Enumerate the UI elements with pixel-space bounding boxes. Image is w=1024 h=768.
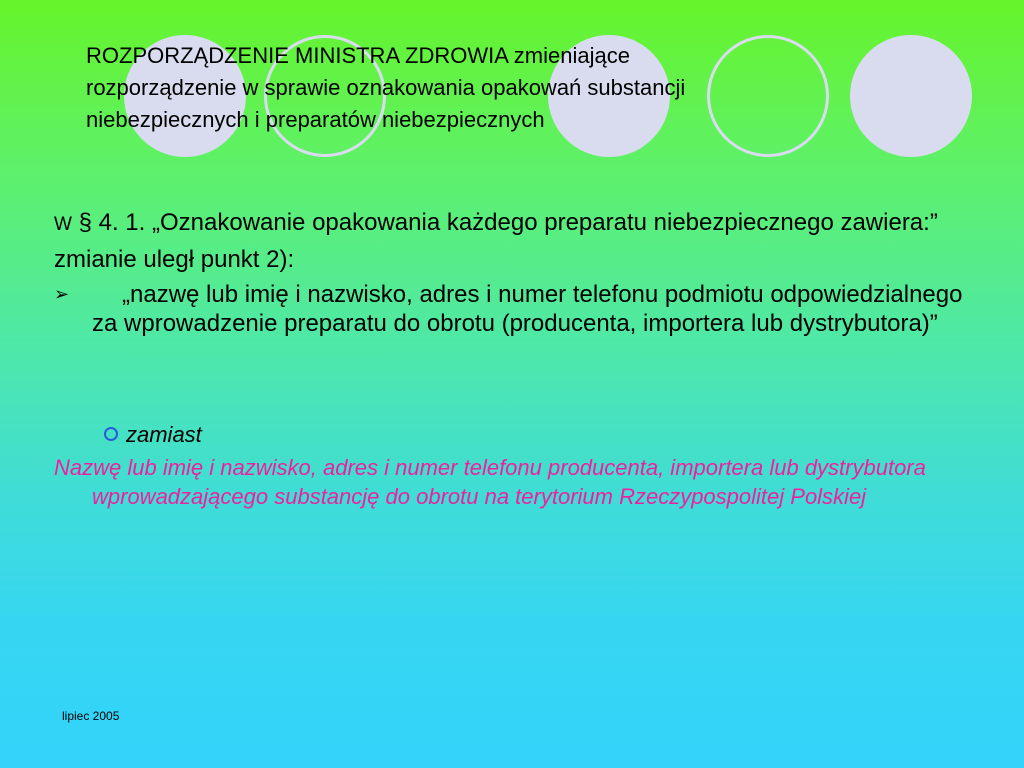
paragraph-section-ref [54, 208, 994, 239]
title-line-2: rozporządzenie w sprawie oznakowania opakowań substancji [86, 75, 686, 100]
paragraph-prefix: W [54, 214, 72, 235]
footer-date: lipiec 2005 [62, 709, 120, 723]
slide-title [86, 40, 906, 136]
replaced-text: Nazwę lub imię i nazwisko, adres i numer telefonu producenta, importera lub dystrybutora wprowadzającego substancję do obrotu na terytorium Rzeczypospolitej Polskiej [54, 455, 926, 509]
bullet-text [92, 280, 994, 338]
arrow-bullet-icon: ➢ [54, 284, 70, 304]
slide-body [54, 208, 994, 511]
paragraph-text: § 4. 1. „Oznakowanie opakowania każdego preparatu niebezpiecznego zawiera:” [71, 209, 938, 236]
title-line-3: niebezpiecznych i preparatów niebezpiecznych [86, 107, 545, 132]
circle-bullet-icon [104, 427, 118, 441]
bullet-quote: „nazwę lub imię i nazwisko, adres i numer telefonu podmiotu odpowiedzialnego za wprowadzenie preparatu do obrotu (producenta, importera lub dystrybutora)” [92, 281, 963, 337]
sub-bullet [54, 421, 994, 449]
paragraph-changed-point: zmianie uległ punkt 2): [54, 246, 295, 273]
sub-bullet-label: zamiast [126, 422, 202, 447]
bullet-item [54, 280, 994, 338]
title-line-1: ROZPORZĄDZENIE MINISTRA ZDROWIA zmieniające [86, 43, 630, 68]
